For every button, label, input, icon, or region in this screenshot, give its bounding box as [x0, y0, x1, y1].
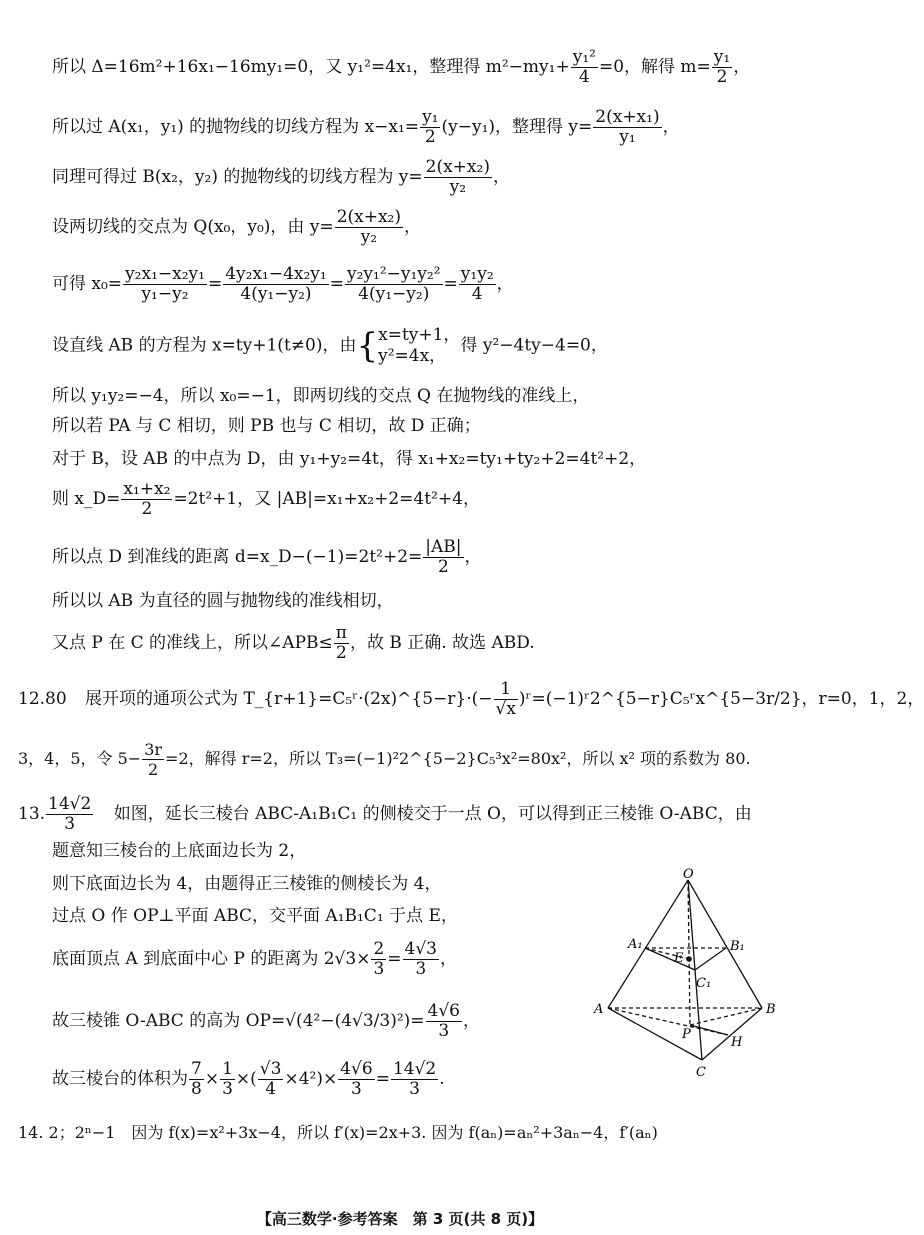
solution-line-8: 所以若 PA 与 C 相切，则 PB 也与 C 相切，故 D 正确； [52, 416, 481, 436]
label-C: C [696, 1065, 706, 1080]
q14-line-1: 14. 2；2ⁿ−1 因为 f(x)=x²+3x−4，所以 f′(x)=2x+3. 因为 f(aₙ)=aₙ²+3aₙ−4，f′(aₙ) [18, 1123, 658, 1142]
system-brace: { [356, 326, 379, 366]
label-A: A [594, 1002, 604, 1017]
fraction: $\frac{\text{2(x+x₂)}}{\text{y₂}}$ [336, 207, 402, 247]
fraction: $\frac{4√6}{3}$ [427, 1001, 460, 1041]
label-B1: B₁ [730, 939, 745, 954]
solution-line-1: 所以 Δ=16m²+16x₁−16my₁=0，又 y₁²=4x₁，整理得 m²−my₁+ $\frac{\text{y₁²}}{4}$ =0，解得 m= $\frac{\text{y₁}}{2}$ ， [52, 47, 751, 87]
solution-line-7: 所以 y₁y₂=−4，所以 x₀=−1，即两切线的交点 Q 在抛物线的准线上， [52, 386, 590, 406]
frustum-figure [590, 867, 790, 1085]
fraction: $\frac{\text{4y₂x₁−4x₂y₁}}{\text{4(y₁−y₂)}}$ [225, 264, 327, 304]
solution-line-13: 又点 P 在 C 的准线上，所以∠APB≤ $\frac{\pi}{2}$ ，故 B 正确. 故选 ABD. [52, 623, 535, 663]
edge-AH [608, 1008, 728, 1035]
q13-line-2: 题意知三棱台的上底面边长为 2， [52, 841, 307, 861]
label-H: H [731, 1035, 743, 1050]
label-C1: C₁ [696, 976, 712, 991]
q12-line-1: 12.80 展开项的通项公式为 T_{r+1}=C₅ʳ·(2x)^{5−r}·(− $\frac{1}{√x}$ )ʳ=(−1)ʳ2^{5−r}C₅ʳx^{5−3r/2}，r=0，1，2， [18, 679, 924, 719]
solution-line-11: 所以点 D 到准线的距离 d=x_D−(−1)=2t²+2= $\frac{|AB|}{2}$ ， [52, 537, 482, 577]
answer-fraction: $\frac{14√2}{3}$ [48, 794, 92, 834]
label-A1: A₁ [628, 937, 643, 952]
solution-line-10: 则 x_D= $\frac{\text{x₁+x₂}}{2}$ =2t²+1，又 |AB|=x₁+x₂+2=4t²+4， [52, 479, 480, 519]
fraction: $\frac{\text{y₁}}{2}$ [422, 107, 439, 147]
fraction: $\frac{1}{√x}$ [495, 679, 516, 719]
label-O: O [683, 867, 694, 882]
solution-line-5: 可得 x₀= $\frac{\text{y₂x₁−x₂y₁}}{\text{y₁−y₂}}$ = $\frac{\text{4y₂x₁−4x₂y₁}}{\text{4(y₁−y₂)}}$ = $\frac{\text{y₂y₁²−y₁y₂²}}{\text{4(y₁−y₂)}}$ = $\frac{\text{y₁y₂}}{4}$ ， [52, 264, 514, 304]
q13-line-1: 13. $\frac{14√2}{3}$ 如图，延长三棱台 ABC-A₁B₁C₁ 的侧棱交于一点 O，可以得到正三棱锥 O-ABC，由 [18, 794, 752, 834]
solution-line-9: 对于 B，设 AB 的中点为 D，由 y₁+y₂=4t，得 x₁+x₂=ty₁+ty₂+2=4t²+2， [52, 449, 647, 469]
q13-line-6: 故三棱锥 O-ABC 的高为 OP=√(4²−(4√3/3)²)= $\frac{4√6}{3}$ ， [52, 1001, 480, 1041]
edge-CB [702, 1008, 762, 1060]
solution-line-12: 所以以 AB 为直径的圆与抛物线的准线相切， [52, 591, 394, 611]
q13-line-4: 过点 O 作 OP⊥平面 ABC，交平面 A₁B₁C₁ 于点 E， [52, 906, 458, 926]
fraction: $\frac{\text{x₁+x₂}}{2}$ [123, 479, 171, 519]
label-E: E [674, 951, 684, 966]
q13-line-5: 底面顶点 A 到底面中心 P 的距离为 2√3× $\frac{2}{3}$ = $\frac{4√3}{3}$ ， [52, 939, 457, 979]
question-number: 12. [18, 689, 46, 709]
fraction: $\frac{\text{y₁}}{2}$ [713, 47, 731, 87]
solution-line-4: 设两切线的交点为 Q(x₀，y₀)，由 y= $\frac{\text{2(x+x₂)}}{\text{y₂}}$ ， [52, 207, 422, 247]
fraction: $\frac{\text{2(x+x₂)}}{\text{y₂}}$ [425, 157, 490, 197]
answer-value: 80 [45, 689, 67, 709]
label-B: B [766, 1002, 776, 1017]
fraction: $\frac{7}{8}$ [191, 1059, 202, 1099]
fraction: $\frac{14√2}{3}$ [392, 1059, 437, 1099]
label-P: P [682, 1027, 691, 1042]
fraction: $\frac{4√6}{3}$ [340, 1059, 373, 1099]
fraction: $\frac{\pi}{2}$ [335, 623, 347, 663]
fraction: $\frac{2}{3}$ [373, 939, 385, 979]
q12-line-2: 3，4，5，令 5− $\frac{3r}{2}$ =2，解得 r=2，所以 T₃=(−1)²2^{5−2}C₅³x²=80x²，所以 x² 项的系数为 80. [18, 740, 751, 779]
edge-OA [608, 880, 688, 1008]
solution-line-6: 设直线 AB 的方程为 x=ty+1(t≠0)，由{ x=ty+1， y²=4x， 得 y²−4ty−4=0， [52, 325, 608, 366]
solution-line-3: 同理可得过 B(x₂，y₂) 的抛物线的切线方程为 y= $\frac{\text{2(x+x₂)}}{\text{y₂}}$ ， [52, 157, 510, 197]
edge-C1B1 [695, 948, 726, 970]
fraction: $\frac{1}{3}$ [222, 1059, 233, 1099]
fraction: $\frac{\text{y₂x₁−x₂y₁}}{\text{y₁−y₂}}$ [125, 264, 205, 304]
edge-PH [690, 1025, 728, 1035]
fraction: $\frac{\text{y₁²}}{4}$ [572, 47, 596, 87]
page-footer: 【高三数学·参考答案 第 3 页(共 8 页)】 [256, 1210, 544, 1228]
question-number: 13. [18, 804, 46, 824]
point-E [686, 956, 692, 962]
equation-system: x=ty+1， y²=4x， [378, 325, 461, 366]
solution-line-2: 所以过 A(x₁，y₁) 的抛物线的切线方程为 x−x₁= $\frac{\text{y₁}}{2}$ (y−y₁)，整理得 y= $\frac{\text{2(x+x₁)}}{\text{y₁}}$ ， [52, 107, 680, 147]
fraction: $\frac{\text{y₁y₂}}{4}$ [460, 264, 494, 304]
fraction: $\frac{\text{2(x+x₁)}}{\text{y₁}}$ [595, 107, 660, 147]
fraction: $\frac{4√3}{3}$ [404, 939, 437, 979]
fraction: $\frac{3r}{2}$ [144, 740, 163, 779]
fraction: $\frac{\text{y₂y₁²−y₁y₂²}}{\text{4(y₁−y₂)}}$ [346, 264, 441, 304]
fraction: $\frac{√3}{4}$ [259, 1059, 282, 1099]
q13-line-3: 则下底面边长为 4，由题得正三棱锥的侧棱长为 4， [52, 874, 442, 894]
fraction: $\frac{|AB|}{2}$ [425, 537, 462, 577]
q13-line-7: 故三棱台的体积为 $\frac{7}{8}$ × $\frac{1}{3}$ ×( $\frac{√3}{4}$ ×4²)× $\frac{4√6}{3}$ = $\frac{14√2}{3}$ . [52, 1059, 445, 1099]
